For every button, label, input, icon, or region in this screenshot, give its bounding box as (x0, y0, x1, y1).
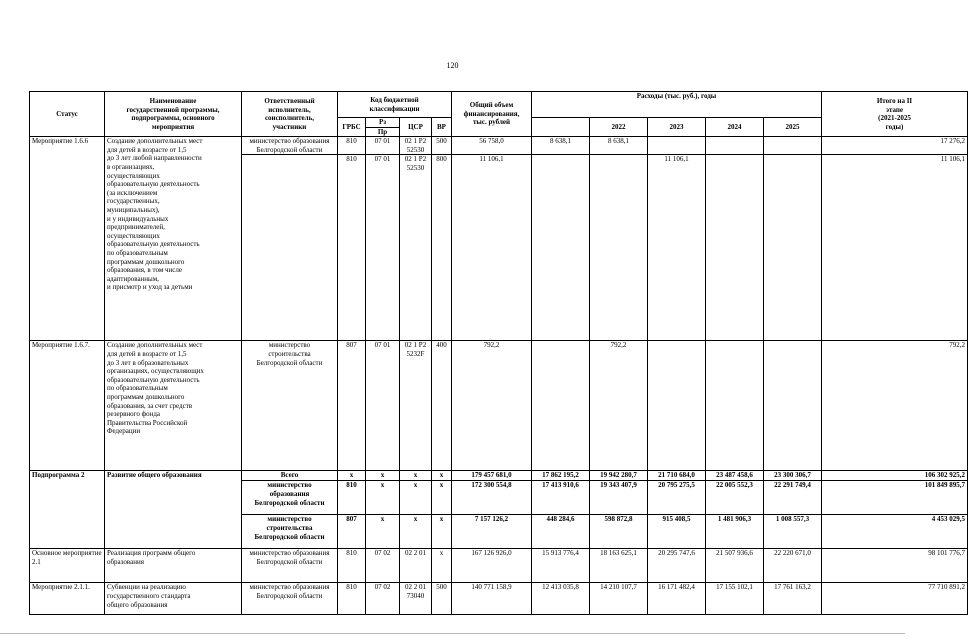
text-line: х (413, 515, 418, 524)
text-line: государственных, (107, 197, 160, 206)
row-year-value (706, 137, 764, 155)
text-line: по образовательным (107, 248, 168, 257)
text-line: подпрограммы, основного (131, 114, 215, 123)
text-line: государственного стандарта (107, 591, 191, 600)
row-total: 179 457 681,0 (452, 471, 532, 481)
text-line: этапе (885, 105, 904, 114)
text-line: Ответственный (264, 96, 315, 105)
row-responsible (242, 481, 338, 515)
row-year-value: 21 710 684,0 (648, 471, 706, 481)
text-line: годы) (885, 122, 904, 131)
text-line: Развитие общего образования (107, 471, 202, 480)
row-year-value (648, 341, 706, 471)
text-line: государственной программы, (126, 105, 220, 114)
row-year-value: 598 872,8 (590, 515, 648, 549)
text-line: 52530 (406, 145, 425, 154)
row-year-value (706, 341, 764, 471)
header-rz: Рз (366, 118, 400, 128)
text-line: Правительства Российской (107, 418, 188, 427)
row-rz: 07 02 (366, 549, 400, 583)
text-line: образовательную деятельность (107, 180, 200, 189)
row-csr (400, 137, 432, 155)
row-total: 7 157 126,2 (452, 515, 532, 549)
text-line: Код бюджетной (370, 95, 419, 104)
row-name (105, 137, 242, 341)
row-year-value (764, 155, 822, 341)
row-responsible (242, 583, 338, 615)
text-line: Создание дополнительных мест (107, 137, 203, 146)
row-year-value (590, 155, 648, 341)
row-responsible (242, 137, 338, 155)
text-line: 02 1 P2 (404, 137, 427, 146)
text-line: образовательную деятельность (107, 375, 200, 384)
text-line: Белгородской области (254, 498, 325, 507)
row-total: 56 758,0 (452, 137, 532, 155)
header-year-2025: 2025 (764, 118, 822, 137)
row-year-value: 1 008 557,3 (764, 515, 822, 549)
row-stage-total: 101 849 895,7 (822, 481, 968, 515)
row-year-value: 18 163 625,1 (590, 549, 648, 583)
row-year-value: 23 300 306,7 (764, 471, 822, 481)
text-line: строительства (268, 349, 311, 358)
header-status: Статус (30, 92, 105, 137)
text-line: Федерации (107, 427, 141, 436)
header-year-2024: 2024 (706, 118, 764, 137)
row-csr (400, 155, 432, 341)
row-year-value: 8 638,1 (532, 137, 590, 155)
row-responsible (242, 155, 338, 341)
row-year-value: 11 106,1 (648, 155, 706, 341)
text-line: классификации (369, 104, 420, 113)
row-rz: х (366, 481, 400, 515)
row-year-value: 23 487 458,6 (706, 471, 764, 481)
row-year-value: 16 171 482,4 (648, 583, 706, 615)
text-line: образовательную деятельность (107, 240, 200, 249)
header-responsible (242, 92, 338, 137)
header-2022-blank (532, 118, 590, 137)
row-csr (400, 471, 432, 481)
budget-table (29, 91, 968, 615)
row-total: 140 771 158,9 (452, 583, 532, 615)
row-vr: х (432, 515, 452, 549)
text-line: резервного фонда (107, 410, 161, 419)
text-line: предпринимателей, (107, 223, 165, 232)
row-year-value: 22 220 671,0 (764, 549, 822, 583)
text-line: до 3 лет любой направленности (107, 154, 202, 163)
page-number: 120 (446, 61, 459, 70)
text-line: соисполнитель, (264, 114, 315, 123)
row-rz: х (366, 471, 400, 481)
row-year-value: 14 210 107,7 (590, 583, 648, 615)
text-line: участники (272, 122, 307, 131)
row-grbs: 810 (338, 137, 366, 155)
row-rz: 07 01 (366, 137, 400, 155)
row-responsible (242, 549, 338, 583)
row-grbs: х (338, 471, 366, 481)
header-total (452, 92, 532, 137)
bottom-rule (0, 633, 905, 634)
row-year-value: 20 295 747,6 (648, 549, 706, 583)
row-year-value: 12 413 035,8 (532, 583, 590, 615)
row-year-value (648, 137, 706, 155)
text-line: программам дошкольного (107, 392, 185, 401)
text-line: Белгородской области (256, 557, 323, 566)
row-responsible (242, 471, 338, 481)
row-rz: 07 01 (366, 341, 400, 471)
row-responsible (242, 515, 338, 549)
text-line: 5232F (406, 349, 425, 358)
table-row (30, 549, 968, 583)
header-year-2022: 2022 (590, 118, 648, 137)
header-stage-total (822, 92, 968, 137)
text-line: строительства (266, 523, 313, 532)
row-year-value: 15 913 776,4 (532, 549, 590, 583)
row-rz: 07 02 (366, 583, 400, 615)
row-name (105, 549, 242, 583)
text-line: Общий объем (469, 101, 514, 110)
row-responsible (242, 341, 338, 471)
text-line: и у индивидуальных (107, 214, 169, 223)
header-csr: ЦСР (400, 118, 432, 137)
row-total: 167 126 926,0 (452, 549, 532, 583)
text-line: 02 1 P2 (404, 341, 427, 350)
text-line: образования, за счет средств (107, 401, 193, 410)
row-rz: 07 01 (366, 155, 400, 341)
text-line: исполнитель, (268, 105, 311, 114)
text-line: х (413, 471, 418, 480)
row-grbs: 810 (338, 481, 366, 515)
text-line: х (413, 481, 418, 490)
row-year-value: 17 761 163,2 (764, 583, 822, 615)
header-budget-code (338, 92, 452, 118)
text-line: до 3 лет в образовательных (107, 358, 189, 367)
row-year-value: 19 343 407,9 (590, 481, 648, 515)
text-line: муниципальных), (107, 205, 160, 214)
row-grbs: 807 (338, 515, 366, 549)
text-line: по образовательным (107, 384, 168, 393)
row-vr: х (432, 471, 452, 481)
row-year-value (764, 341, 822, 471)
text-line: министерство образования (249, 137, 330, 146)
row-total: 172 300 554,8 (452, 481, 532, 515)
table-row (30, 471, 968, 481)
row-name (105, 341, 242, 471)
text-line: 02 2 01 (405, 583, 426, 592)
text-line: министерство (267, 515, 312, 524)
text-line: мероприятия (151, 122, 195, 131)
row-csr (400, 549, 432, 583)
row-year-value: 17 155 102,1 (706, 583, 764, 615)
text-line: Наименование (149, 96, 197, 105)
text-line: Белгородской области (256, 591, 323, 600)
row-vr: 800 (432, 155, 452, 341)
table-row (30, 341, 968, 471)
text-line: для детей в возрасте от 1,5 (107, 349, 187, 358)
header-expenses: Расходы (тыс. руб.), годы (532, 92, 822, 118)
row-year-value: 22 291 749,4 (764, 481, 822, 515)
row-vr: 500 (432, 583, 452, 615)
row-status: Мероприятие 1.6.6 (30, 137, 105, 341)
row-grbs: 810 (338, 549, 366, 583)
row-csr (400, 481, 432, 515)
text-line: образования (269, 489, 310, 498)
text-line: осуществляющих (107, 231, 160, 240)
row-stage-total: 98 101 776,7 (822, 549, 968, 583)
text-line: министерство (267, 481, 312, 490)
text-line: организациях, осуществляющих (107, 367, 204, 376)
row-year-value (532, 341, 590, 471)
text-line: образования, в том числе (107, 266, 182, 275)
row-status: Мероприятие 1.6.7. (30, 341, 105, 471)
row-year-value: 17 413 910,6 (532, 481, 590, 515)
header-name (105, 92, 242, 137)
text-line: министерство образования (249, 583, 330, 592)
text-line: программам дошкольного (107, 257, 185, 266)
text-line: (за исключением (107, 188, 158, 197)
text-line: 02 1 P2 (404, 155, 427, 164)
row-name (105, 471, 242, 549)
text-line: финансирования, (463, 109, 520, 118)
row-year-value (532, 155, 590, 341)
row-year-value: 8 638,1 (590, 137, 648, 155)
row-rz: х (366, 515, 400, 549)
text-line: образования (107, 557, 144, 566)
text-line: Создание дополнительных мест (107, 341, 203, 350)
text-line: (2021-2025 (878, 114, 911, 123)
text-line: министерство образования (249, 549, 330, 558)
header-pr: Пр (366, 127, 400, 137)
text-line: Белгородской области (256, 145, 323, 154)
row-vr: 400 (432, 341, 452, 471)
text-line: и присмотр и уход за детьми (107, 283, 193, 292)
row-stage-total: 4 453 029,5 (822, 515, 968, 549)
row-year-value: 22 005 552,3 (706, 481, 764, 515)
text-line: Всего (280, 471, 299, 480)
row-stage-total: 106 302 925,2 (822, 471, 968, 481)
row-year-value: 1 481 906,3 (706, 515, 764, 549)
row-year-value: 17 862 195,2 (532, 471, 590, 481)
row-status: Подпрограмма 2 (30, 471, 105, 549)
table-row (30, 137, 968, 155)
header-vr: ВР (432, 118, 452, 137)
row-stage-total: 77 710 891,2 (822, 583, 968, 615)
row-status: Мероприятие 2.1.1. (30, 583, 105, 615)
row-year-value: 21 507 936,6 (706, 549, 764, 583)
row-grbs: 810 (338, 155, 366, 341)
text-line: Белгородской области (254, 532, 325, 541)
row-year-value: 20 795 275,5 (648, 481, 706, 515)
text-line: Субвенции на реализацию (107, 583, 186, 592)
row-stage-total: 17 276,2 (822, 137, 968, 155)
row-vr: х (432, 481, 452, 515)
text-line: тыс. рублей (472, 118, 511, 127)
text-line: осуществляющих (107, 171, 160, 180)
header-year-2023: 2023 (648, 118, 706, 137)
row-stage-total: 792,2 (822, 341, 968, 471)
row-year-value (706, 155, 764, 341)
text-line: 52530 (406, 163, 425, 172)
text-line: министерство (268, 341, 311, 350)
row-csr (400, 583, 432, 615)
row-year-value: 19 942 280,7 (590, 471, 648, 481)
row-grbs: 807 (338, 341, 366, 471)
row-year-value (764, 137, 822, 155)
table-row (30, 583, 968, 615)
row-total: 792,2 (452, 341, 532, 471)
row-name (105, 583, 242, 615)
text-line: для детей в возрасте от 1,5 (107, 145, 187, 154)
text-line: общего образования (107, 600, 168, 609)
text-line: Реализация программ общего (107, 549, 196, 558)
row-year-value: 448 284,6 (532, 515, 590, 549)
text-line: адаптированным, (107, 274, 159, 283)
row-csr (400, 515, 432, 549)
row-total: 11 106,1 (452, 155, 532, 341)
row-year-value: 915 408,5 (648, 515, 706, 549)
text-line: Белгородской области (256, 358, 323, 367)
text-line: 02 2 01 (405, 549, 426, 558)
text-line: в организациях, (107, 162, 155, 171)
text-line: Итого на II (876, 96, 913, 105)
row-grbs: 810 (338, 583, 366, 615)
row-vr: 500 (432, 137, 452, 155)
row-year-value: 792,2 (590, 341, 648, 471)
row-csr (400, 341, 432, 471)
row-status: Основное мероприятие 2.1 (30, 549, 105, 583)
text-line: 73040 (406, 591, 425, 600)
header-grbs: ГРБС (338, 118, 366, 137)
row-stage-total: 11 106,1 (822, 155, 968, 341)
row-vr: х (432, 549, 452, 583)
